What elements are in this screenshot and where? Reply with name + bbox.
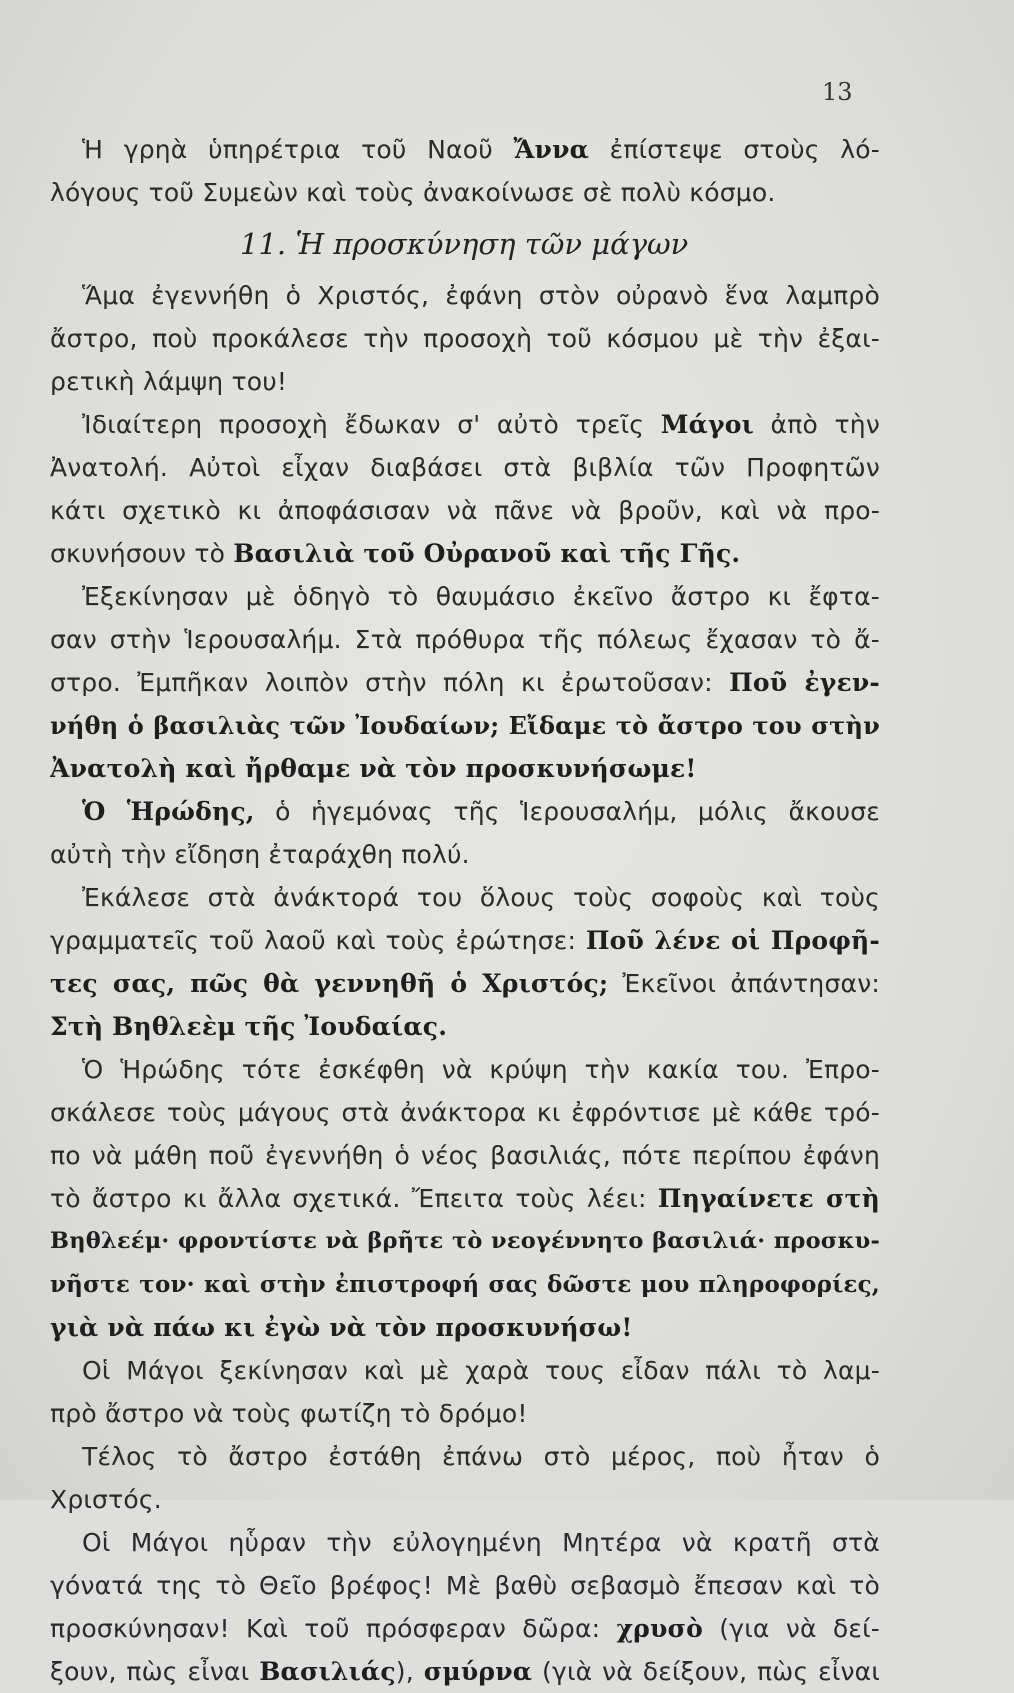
text-segment: (για νὰ δεί- xyxy=(703,1614,880,1643)
bold-text-segment: χρυσὸ xyxy=(616,1614,704,1643)
bold-text-segment: Ἄννα xyxy=(513,135,590,164)
text-line xyxy=(50,360,880,403)
text-segment: Οἱ Μάγοι ξεκίνησαν καὶ μὲ χαρὰ τους εἶδαν πάλι τὸ λαμ- xyxy=(82,1356,880,1385)
text-segment: ), xyxy=(395,1657,424,1686)
bold-text-segment: Πηγαίνετε στὴ xyxy=(657,1184,880,1213)
text-segment: Ἰδιαίτερη προσοχὴ ἔδωκαν σ' αὐτὸ τρεῖς xyxy=(82,410,661,439)
text-segment: σκυνήσουν τὸ xyxy=(50,539,234,568)
text-line xyxy=(50,403,880,446)
text-segment: πο νὰ μάθη ποῦ ἐγεννήθη ὁ νέος βασιλιάς, πότε περίπου ἐφάνη xyxy=(50,1141,880,1170)
text-line xyxy=(50,1607,880,1650)
section-heading-number: 11. xyxy=(240,227,287,261)
text-line xyxy=(50,1134,880,1177)
text-segment: πρὸ ἄστρο νὰ τοὺς φωτίζη τὸ δρόμο! xyxy=(50,1399,528,1428)
text-segment: τὸ ἄστρο κι ἄλλα σχετικά. Ἔπειτα τοὺς λέει: xyxy=(50,1184,658,1213)
text-segment: ξουν, πὼς εἶναι xyxy=(50,1657,260,1686)
bold-text-segment: γιὰ νὰ πάω κι ἐγὼ νὰ τὸν προσκυνήσω! xyxy=(50,1313,633,1342)
text-line xyxy=(50,1650,880,1693)
body-text xyxy=(50,128,880,1693)
text-line xyxy=(50,618,880,661)
text-segment: ἀπὸ τὴν xyxy=(753,410,880,439)
bold-text-segment: σμύρνα xyxy=(423,1657,533,1686)
bold-text-segment: Βασιλιάς xyxy=(259,1657,396,1686)
bold-text-segment: Βηθλεέμ· φροντίστε νὰ βρῆτε τὸ νεογέννητο βασιλιά· προσκυ- xyxy=(50,1228,880,1254)
text-segment: κάτι σχετικὸ κι ἀποφάσισαν νὰ πᾶνε νὰ βροῦν, καὶ νὰ προ- xyxy=(50,496,880,525)
text-line xyxy=(50,790,880,833)
bold-text-segment: Στὴ Βηθλεὲμ τῆς Ἰουδαίας. xyxy=(50,1012,448,1041)
text-segment: Ἡ γρηὰ ὑπηρέτρια τοῦ Ναοῦ xyxy=(82,135,514,164)
text-line xyxy=(50,274,880,317)
text-line xyxy=(50,171,880,214)
text-line xyxy=(50,1306,880,1349)
bold-text-segment: νήθη ὁ βασιλιὰς τῶν Ἰουδαίων; Εἴδαμε τὸ ἄστρο του στὴν xyxy=(50,711,880,740)
text-line xyxy=(50,1220,880,1263)
bold-text-segment: Ὁ Ἡρώδης, xyxy=(82,797,255,826)
text-line xyxy=(50,876,880,919)
bold-text-segment: Μάγοι xyxy=(660,410,754,439)
text-segment: αὐτὴ τὴν εἴδηση ἐταράχθη πολύ. xyxy=(50,840,470,869)
text-segment: ἐπίστεψε στοὺς λό- xyxy=(589,135,880,164)
text-segment: ὁ ἡγεμόνας τῆς Ἱερουσαλήμ, μόλις ἄκουσε xyxy=(254,797,880,826)
text-line xyxy=(50,446,880,489)
text-segment: σαν στὴν Ἱερουσαλήμ. Στὰ πρόθυρα τῆς πόλεως ἔχασαν τὸ ἄ- xyxy=(50,625,880,654)
text-line xyxy=(50,1005,880,1048)
bold-text-segment: τες σας, πῶς θὰ γεννηθῆ ὁ Χριστός; xyxy=(50,969,609,998)
bold-text-segment: Ἀνατολὴ καὶ ἤρθαμε νὰ τὸν προσκυνήσωμε! xyxy=(50,754,697,783)
section-heading xyxy=(50,214,880,274)
text-segment: λόγους τοῦ Συμεὼν καὶ τοὺς ἀνακοίνωσε σὲ πολὺ κόσμο. xyxy=(50,178,776,207)
bold-text-segment: Ποῦ ἐγεν- xyxy=(729,668,880,697)
page-number: 13 xyxy=(822,78,853,106)
text-line xyxy=(50,962,880,1005)
text-line xyxy=(50,1392,880,1435)
text-segment: στρο. Ἐμπῆκαν λοιπὸν στὴν πόλη κι ἐρωτοῦσαν: xyxy=(50,668,730,697)
text-line xyxy=(50,704,880,747)
text-segment: Ἐκάλεσε στὰ ἀνάκτορά του ὅλους τοὺς σοφοὺς καὶ τοὺς xyxy=(82,883,880,912)
text-line xyxy=(50,128,880,171)
text-segment: Ἐξεκίνησαν μὲ ὁδηγὸ τὸ θαυμάσιο ἐκεῖνο ἄστρο κι ἔφτα- xyxy=(82,582,880,611)
bold-text-segment: Βασιλιὰ τοῦ Οὐρανοῦ καὶ τῆς Γῆς. xyxy=(233,539,741,568)
text-line xyxy=(50,1521,880,1564)
text-line xyxy=(50,1177,880,1220)
text-segment: σκάλεσε τοὺς μάγους στὰ ἀνάκτορα κι ἐφρόντισε μὲ κάθε τρό- xyxy=(50,1098,880,1127)
text-line xyxy=(50,1435,880,1478)
bold-text-segment: Ποῦ λένε οἱ Προφῆ- xyxy=(585,926,880,955)
text-segment: ρετικὴ λάμψη του! xyxy=(50,367,288,396)
text-segment: γραμματεῖς τοῦ λαοῦ καὶ τοὺς ἐρώτησε: xyxy=(50,926,586,955)
text-line xyxy=(50,1048,880,1091)
text-line xyxy=(50,575,880,618)
text-segment: (γιὰ νὰ δείξουν, πὼς εἶναι xyxy=(532,1657,880,1686)
text-segment: Ἅμα ἐγεννήθη ὁ Χριστός, ἐφάνη στὸν οὐρανὸ ἕνα λαμπρὸ xyxy=(82,281,880,310)
section-heading-title: Ἡ προσκύνηση τῶν μάγων xyxy=(295,227,689,261)
text-line xyxy=(50,1564,880,1607)
text-line xyxy=(50,532,880,575)
text-segment: γόνατά της τὸ Θεῖο βρέφος! Μὲ βαθὺ σεβασμὸ ἔπεσαν καὶ τὸ xyxy=(50,1571,880,1600)
text-line xyxy=(50,919,880,962)
bold-text-segment: νῆστε τον· καὶ στὴν ἐπιστροφή σας δῶστε μου πληροφορίες, xyxy=(50,1271,880,1298)
text-segment: Ἀνατολή. Αὐτοὶ εἶχαν διαβάσει στὰ βιβλία τῶν Προφητῶν xyxy=(50,453,880,482)
text-line xyxy=(50,317,880,360)
text-segment: Ὁ Ἡρώδης τότε ἐσκέφθη νὰ κρύψη τὴν κακία του. Ἐπρο- xyxy=(82,1055,880,1084)
text-line xyxy=(50,747,880,790)
text-segment: ἄστρο, ποὺ προκάλεσε τὴν προσοχὴ τοῦ κόσμου μὲ τὴν ἐξαι- xyxy=(50,324,880,353)
text-line xyxy=(50,489,880,532)
text-line xyxy=(50,1349,880,1392)
text-line xyxy=(50,833,880,876)
text-segment: Τέλος τὸ ἄστρο ἐστάθη ἐπάνω στὸ μέρος, ποὺ ἦταν ὁ xyxy=(82,1442,880,1471)
text-line xyxy=(50,1263,880,1306)
text-segment: προσκύνησαν! Καὶ τοῦ πρόσφεραν δῶρα: xyxy=(50,1614,617,1643)
text-segment: Χριστός. xyxy=(50,1485,162,1514)
text-segment: Ἐκεῖνοι ἀπάντησαν: xyxy=(608,969,880,998)
text-line xyxy=(50,1091,880,1134)
text-segment: Οἱ Μάγοι ηὗραν τὴν εὐλογημένη Μητέρα νὰ κρατῆ στὰ xyxy=(82,1528,880,1557)
text-line xyxy=(50,661,880,704)
